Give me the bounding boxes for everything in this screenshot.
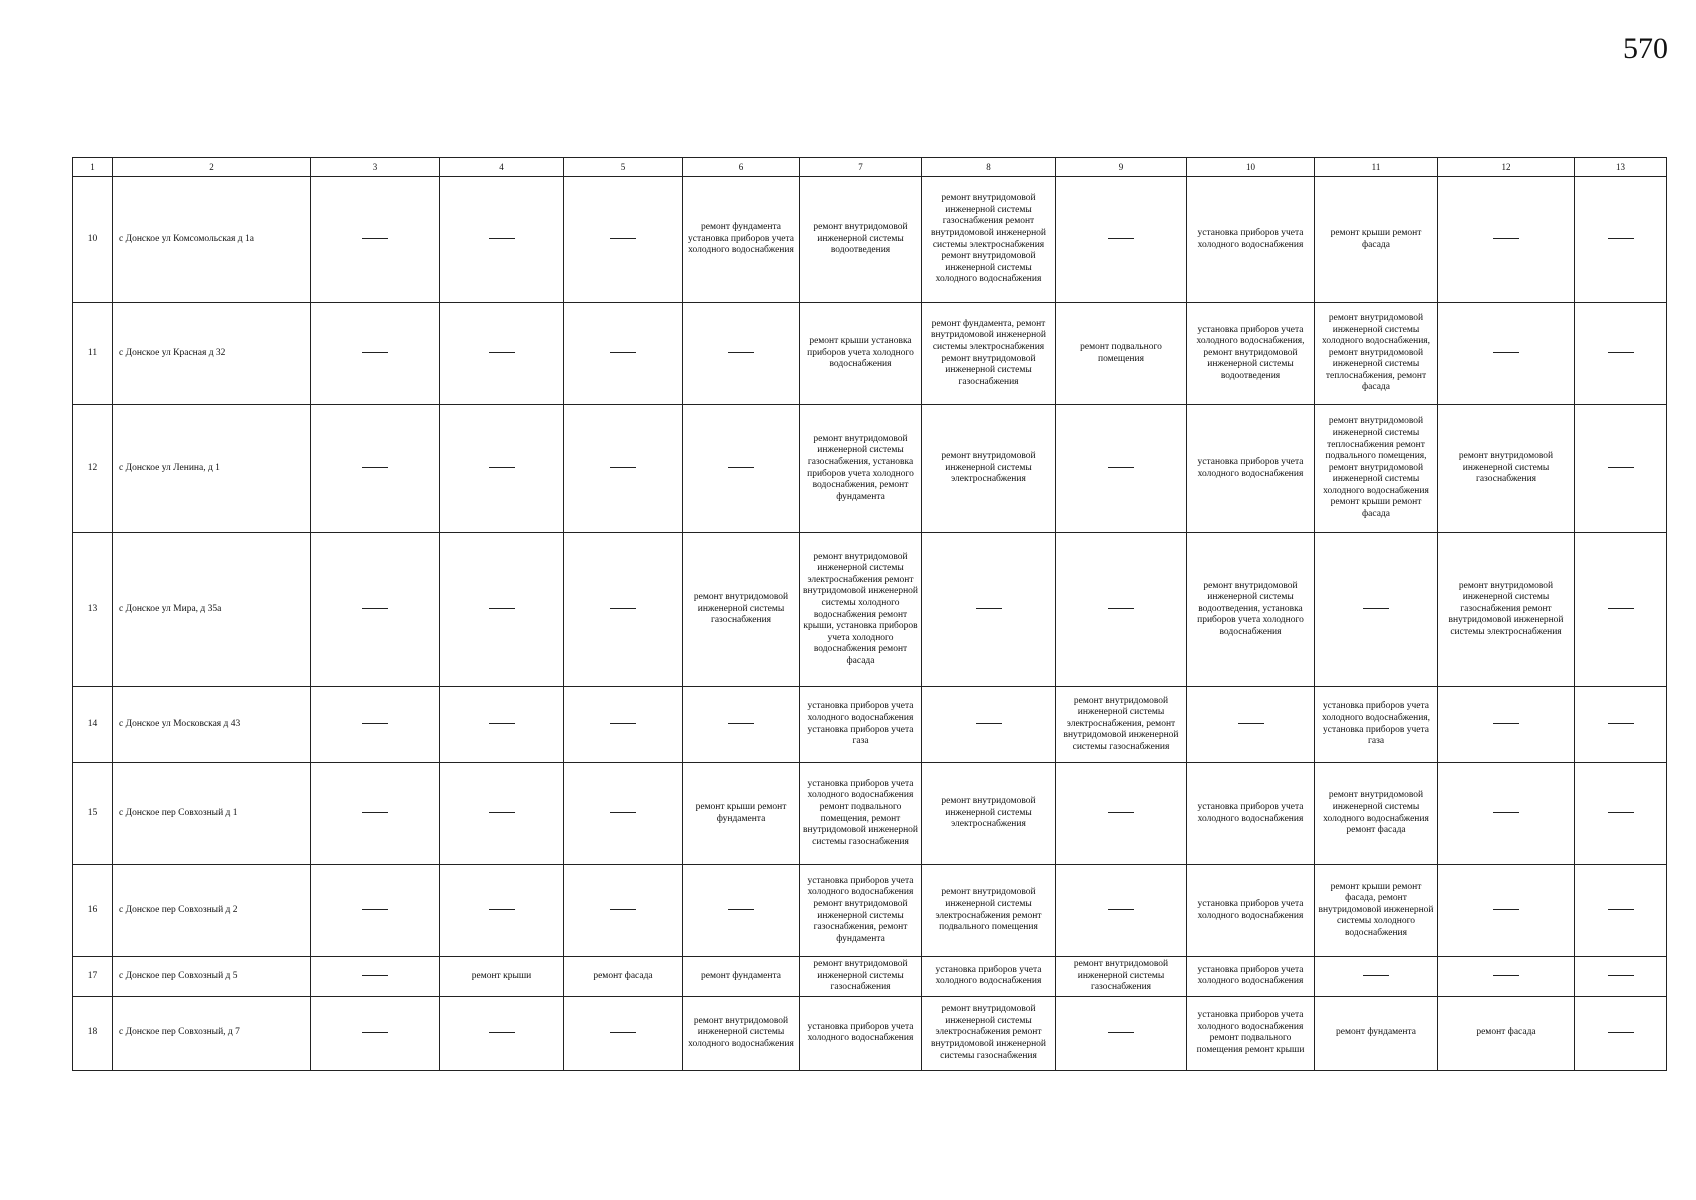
- table-row: [73, 687, 1667, 763]
- dash-mark: [362, 352, 388, 353]
- dash-mark: [728, 352, 754, 353]
- work-type-cell: установка приборов учета холодного водоснабжения: [1187, 405, 1315, 533]
- dash-mark: [489, 812, 515, 813]
- column-header: 2: [113, 158, 311, 177]
- row-number-cell: 11: [73, 303, 113, 405]
- empty-dash-cell: [564, 687, 683, 763]
- work-type-cell: установка приборов учета холодного водоснабжения ремонт внутридомовой инженерной системы газоснабжения, ремонт фундамента: [800, 865, 922, 957]
- work-type-cell: ремонт крыши ремонт фундамента: [683, 763, 800, 865]
- dash-mark: [1608, 352, 1634, 353]
- column-header: 1: [73, 158, 113, 177]
- work-type-cell: ремонт внутридомовой инженерной системы электроснабжения ремонт внутридомовой инженерной системы холодного водоснабжения ремонт крыши, установка приборов учета холодного водоснабжения ремонт фасада: [800, 533, 922, 687]
- dash-mark: [1363, 608, 1389, 609]
- empty-dash-cell: [311, 405, 440, 533]
- dash-mark: [976, 723, 1002, 724]
- dash-mark: [362, 467, 388, 468]
- empty-dash-cell: [1575, 533, 1667, 687]
- dash-mark: [1108, 909, 1134, 910]
- empty-dash-cell: [1315, 957, 1438, 997]
- dash-mark: [362, 909, 388, 910]
- column-header: 3: [311, 158, 440, 177]
- work-type-cell: установка приборов учета холодного водоснабжения, установка приборов учета газа: [1315, 687, 1438, 763]
- empty-dash-cell: [1056, 533, 1187, 687]
- work-type-cell: ремонт подвального помещения: [1056, 303, 1187, 405]
- dash-mark: [362, 238, 388, 239]
- dash-mark: [1608, 975, 1634, 976]
- table-row: [73, 177, 1667, 303]
- work-type-cell: ремонт внутридомовой инженерной системы холодного водоснабжения: [683, 996, 800, 1070]
- empty-dash-cell: [440, 865, 564, 957]
- address-cell: с Донское ул Ленина, д 1: [113, 405, 311, 533]
- work-type-cell: ремонт фундамента, ремонт внутридомовой инженерной системы электроснабжения ремонт внутридомовой инженерной системы газоснабжения: [922, 303, 1056, 405]
- work-type-cell: ремонт фундамента установка приборов учета холодного водоснабжения: [683, 177, 800, 303]
- empty-dash-cell: [1575, 957, 1667, 997]
- empty-dash-cell: [1438, 957, 1575, 997]
- empty-dash-cell: [1056, 996, 1187, 1070]
- empty-dash-cell: [1056, 865, 1187, 957]
- dash-mark: [362, 812, 388, 813]
- empty-dash-cell: [683, 303, 800, 405]
- empty-dash-cell: [1438, 687, 1575, 763]
- work-type-cell: установка приборов учета холодного водоснабжения: [1187, 957, 1315, 997]
- dash-mark: [489, 238, 515, 239]
- table-row: [73, 763, 1667, 865]
- empty-dash-cell: [311, 533, 440, 687]
- empty-dash-cell: [564, 533, 683, 687]
- work-type-cell: ремонт внутридомовой инженерной системы холодного водоснабжения ремонт фасада: [1315, 763, 1438, 865]
- empty-dash-cell: [311, 865, 440, 957]
- empty-dash-cell: [683, 687, 800, 763]
- dash-mark: [1108, 1032, 1134, 1033]
- empty-dash-cell: [1187, 687, 1315, 763]
- empty-dash-cell: [440, 303, 564, 405]
- row-number-cell: 13: [73, 533, 113, 687]
- empty-dash-cell: [564, 763, 683, 865]
- empty-dash-cell: [1056, 405, 1187, 533]
- dash-mark: [362, 723, 388, 724]
- repair-schedule-table: [72, 157, 1667, 1071]
- work-type-cell: установка приборов учета холодного водоснабжения ремонт подвального помещения, ремонт внутридомовой инженерной системы газоснабжения: [800, 763, 922, 865]
- address-cell: с Донское ул Московская д 43: [113, 687, 311, 763]
- work-type-cell: установка приборов учета холодного водоснабжения установка приборов учета газа: [800, 687, 922, 763]
- empty-dash-cell: [311, 687, 440, 763]
- empty-dash-cell: [311, 177, 440, 303]
- empty-dash-cell: [922, 533, 1056, 687]
- dash-mark: [1493, 812, 1519, 813]
- empty-dash-cell: [564, 996, 683, 1070]
- empty-dash-cell: [440, 405, 564, 533]
- empty-dash-cell: [564, 177, 683, 303]
- work-type-cell: установка приборов учета холодного водоснабжения, ремонт внутридомовой инженерной системы водоотведения: [1187, 303, 1315, 405]
- address-cell: с Донское пер Совхозный д 1: [113, 763, 311, 865]
- address-cell: с Донское ул Комсомольская д 1а: [113, 177, 311, 303]
- column-header: 7: [800, 158, 922, 177]
- column-header: 12: [1438, 158, 1575, 177]
- empty-dash-cell: [1438, 303, 1575, 405]
- dash-mark: [1493, 975, 1519, 976]
- dash-mark: [1608, 608, 1634, 609]
- dash-mark: [728, 723, 754, 724]
- dash-mark: [362, 608, 388, 609]
- dash-mark: [1608, 909, 1634, 910]
- work-type-cell: ремонт крыши ремонт фасада, ремонт внутридомовой инженерной системы холодного водоснабжения: [1315, 865, 1438, 957]
- dash-mark: [610, 723, 636, 724]
- dash-mark: [489, 352, 515, 353]
- dash-mark: [1108, 608, 1134, 609]
- dash-mark: [489, 467, 515, 468]
- work-type-cell: установка приборов учета холодного водоснабжения: [1187, 763, 1315, 865]
- empty-dash-cell: [440, 533, 564, 687]
- empty-dash-cell: [1575, 763, 1667, 865]
- empty-dash-cell: [1056, 763, 1187, 865]
- dash-mark: [610, 812, 636, 813]
- row-number-cell: 14: [73, 687, 113, 763]
- work-type-cell: установка приборов учета холодного водоснабжения: [1187, 865, 1315, 957]
- empty-dash-cell: [1056, 177, 1187, 303]
- header-row: [73, 158, 1667, 177]
- dash-mark: [1493, 723, 1519, 724]
- work-type-cell: ремонт внутридомовой инженерной системы газоснабжения ремонт внутридомовой инженерной системы электроснабжения ремонт внутридомовой инженерной системы холодного водоснабжения: [922, 177, 1056, 303]
- empty-dash-cell: [564, 865, 683, 957]
- dash-mark: [1493, 238, 1519, 239]
- empty-dash-cell: [564, 405, 683, 533]
- empty-dash-cell: [1575, 177, 1667, 303]
- dash-mark: [362, 975, 388, 976]
- dash-mark: [728, 467, 754, 468]
- work-type-cell: ремонт крыши: [440, 957, 564, 997]
- empty-dash-cell: [1438, 177, 1575, 303]
- column-header: 4: [440, 158, 564, 177]
- dash-mark: [362, 1032, 388, 1033]
- table-row: [73, 957, 1667, 997]
- empty-dash-cell: [440, 177, 564, 303]
- empty-dash-cell: [922, 687, 1056, 763]
- work-type-cell: ремонт внутридомовой инженерной системы холодного водоснабжения, ремонт внутридомовой инженерной системы теплоснабжения, ремонт фасада: [1315, 303, 1438, 405]
- empty-dash-cell: [1315, 533, 1438, 687]
- work-type-cell: установка приборов учета холодного водоснабжения: [922, 957, 1056, 997]
- row-number-cell: 18: [73, 996, 113, 1070]
- dash-mark: [1608, 467, 1634, 468]
- work-type-cell: ремонт внутридомовой инженерной системы газоснабжения ремонт внутридомовой инженерной системы электроснабжения: [1438, 533, 1575, 687]
- dash-mark: [489, 909, 515, 910]
- work-type-cell: ремонт внутридомовой инженерной системы газоснабжения: [683, 533, 800, 687]
- address-cell: с Донское ул Мира, д 35а: [113, 533, 311, 687]
- work-type-cell: ремонт внутридомовой инженерной системы газоснабжения: [800, 957, 922, 997]
- dash-mark: [976, 608, 1002, 609]
- dash-mark: [610, 1032, 636, 1033]
- work-type-cell: установка приборов учета холодного водоснабжения: [800, 996, 922, 1070]
- empty-dash-cell: [311, 303, 440, 405]
- work-type-cell: ремонт крыши ремонт фасада: [1315, 177, 1438, 303]
- column-header: 5: [564, 158, 683, 177]
- table-row: [73, 405, 1667, 533]
- work-type-cell: установка приборов учета холодного водоснабжения ремонт подвального помещения ремонт крыши: [1187, 996, 1315, 1070]
- dash-mark: [489, 723, 515, 724]
- empty-dash-cell: [1575, 865, 1667, 957]
- address-cell: с Донское ул Красная д 32: [113, 303, 311, 405]
- row-number-cell: 12: [73, 405, 113, 533]
- page-number: 570: [1623, 32, 1668, 65]
- empty-dash-cell: [440, 996, 564, 1070]
- dash-mark: [489, 1032, 515, 1033]
- empty-dash-cell: [1438, 865, 1575, 957]
- address-cell: с Донское пер Совхозный д 2: [113, 865, 311, 957]
- dash-mark: [610, 352, 636, 353]
- work-type-cell: ремонт внутридомовой инженерной системы электроснабжения, ремонт внутридомовой инженерной системы газоснабжения: [1056, 687, 1187, 763]
- work-type-cell: ремонт внутридомовой инженерной системы электроснабжения ремонт подвального помещения: [922, 865, 1056, 957]
- empty-dash-cell: [1438, 763, 1575, 865]
- table-row: [73, 533, 1667, 687]
- work-type-cell: ремонт фасада: [564, 957, 683, 997]
- work-type-cell: ремонт внутридомовой инженерной системы газоснабжения: [1056, 957, 1187, 997]
- dash-mark: [1608, 812, 1634, 813]
- row-number-cell: 16: [73, 865, 113, 957]
- empty-dash-cell: [1575, 405, 1667, 533]
- dash-mark: [489, 608, 515, 609]
- empty-dash-cell: [683, 865, 800, 957]
- column-header: 11: [1315, 158, 1438, 177]
- dash-mark: [610, 909, 636, 910]
- column-header: 10: [1187, 158, 1315, 177]
- work-type-cell: ремонт внутридомовой инженерной системы электроснабжения ремонт внутридомовой инженерной системы газоснабжения: [922, 996, 1056, 1070]
- work-type-cell: ремонт внутридомовой инженерной системы электроснабжения: [922, 405, 1056, 533]
- column-header: 6: [683, 158, 800, 177]
- empty-dash-cell: [683, 405, 800, 533]
- work-type-cell: ремонт фундамента: [1315, 996, 1438, 1070]
- dash-mark: [610, 608, 636, 609]
- empty-dash-cell: [1575, 996, 1667, 1070]
- empty-dash-cell: [440, 687, 564, 763]
- dash-mark: [1108, 467, 1134, 468]
- dash-mark: [1363, 975, 1389, 976]
- work-type-cell: установка приборов учета холодного водоснабжения: [1187, 177, 1315, 303]
- column-header: 13: [1575, 158, 1667, 177]
- work-type-cell: ремонт крыши установка приборов учета холодного водоснабжения: [800, 303, 922, 405]
- column-header: 9: [1056, 158, 1187, 177]
- dash-mark: [1493, 352, 1519, 353]
- work-type-cell: ремонт фундамента: [683, 957, 800, 997]
- dash-mark: [1238, 723, 1264, 724]
- row-number-cell: 15: [73, 763, 113, 865]
- table-row: [73, 865, 1667, 957]
- empty-dash-cell: [1575, 687, 1667, 763]
- column-header: 8: [922, 158, 1056, 177]
- work-type-cell: ремонт внутридомовой инженерной системы водоотведения, установка приборов учета холодного водоснабжения: [1187, 533, 1315, 687]
- dash-mark: [1108, 238, 1134, 239]
- work-type-cell: ремонт фасада: [1438, 996, 1575, 1070]
- dash-mark: [1108, 812, 1134, 813]
- row-number-cell: 17: [73, 957, 113, 997]
- empty-dash-cell: [1575, 303, 1667, 405]
- address-cell: с Донское пер Совхозный д 5: [113, 957, 311, 997]
- empty-dash-cell: [311, 957, 440, 997]
- table-row: [73, 996, 1667, 1070]
- empty-dash-cell: [564, 303, 683, 405]
- table-row: [73, 303, 1667, 405]
- dash-mark: [728, 909, 754, 910]
- work-type-cell: ремонт внутридомовой инженерной системы газоснабжения, установка приборов учета холодного водоснабжения, ремонт фундамента: [800, 405, 922, 533]
- work-type-cell: ремонт внутридомовой инженерной системы водоотведения: [800, 177, 922, 303]
- empty-dash-cell: [311, 996, 440, 1070]
- row-number-cell: 10: [73, 177, 113, 303]
- dash-mark: [610, 467, 636, 468]
- dash-mark: [1608, 238, 1634, 239]
- empty-dash-cell: [311, 763, 440, 865]
- work-type-cell: ремонт внутридомовой инженерной системы теплоснабжения ремонт подвального помещения, ремонт внутридомовой инженерной системы холодного водоснабжения ремонт крыши ремонт фасада: [1315, 405, 1438, 533]
- dash-mark: [1608, 1032, 1634, 1033]
- dash-mark: [610, 238, 636, 239]
- work-type-cell: ремонт внутридомовой инженерной системы газоснабжения: [1438, 405, 1575, 533]
- address-cell: с Донское пер Совхозный, д 7: [113, 996, 311, 1070]
- dash-mark: [1608, 723, 1634, 724]
- empty-dash-cell: [440, 763, 564, 865]
- work-type-cell: ремонт внутридомовой инженерной системы электроснабжения: [922, 763, 1056, 865]
- dash-mark: [1493, 909, 1519, 910]
